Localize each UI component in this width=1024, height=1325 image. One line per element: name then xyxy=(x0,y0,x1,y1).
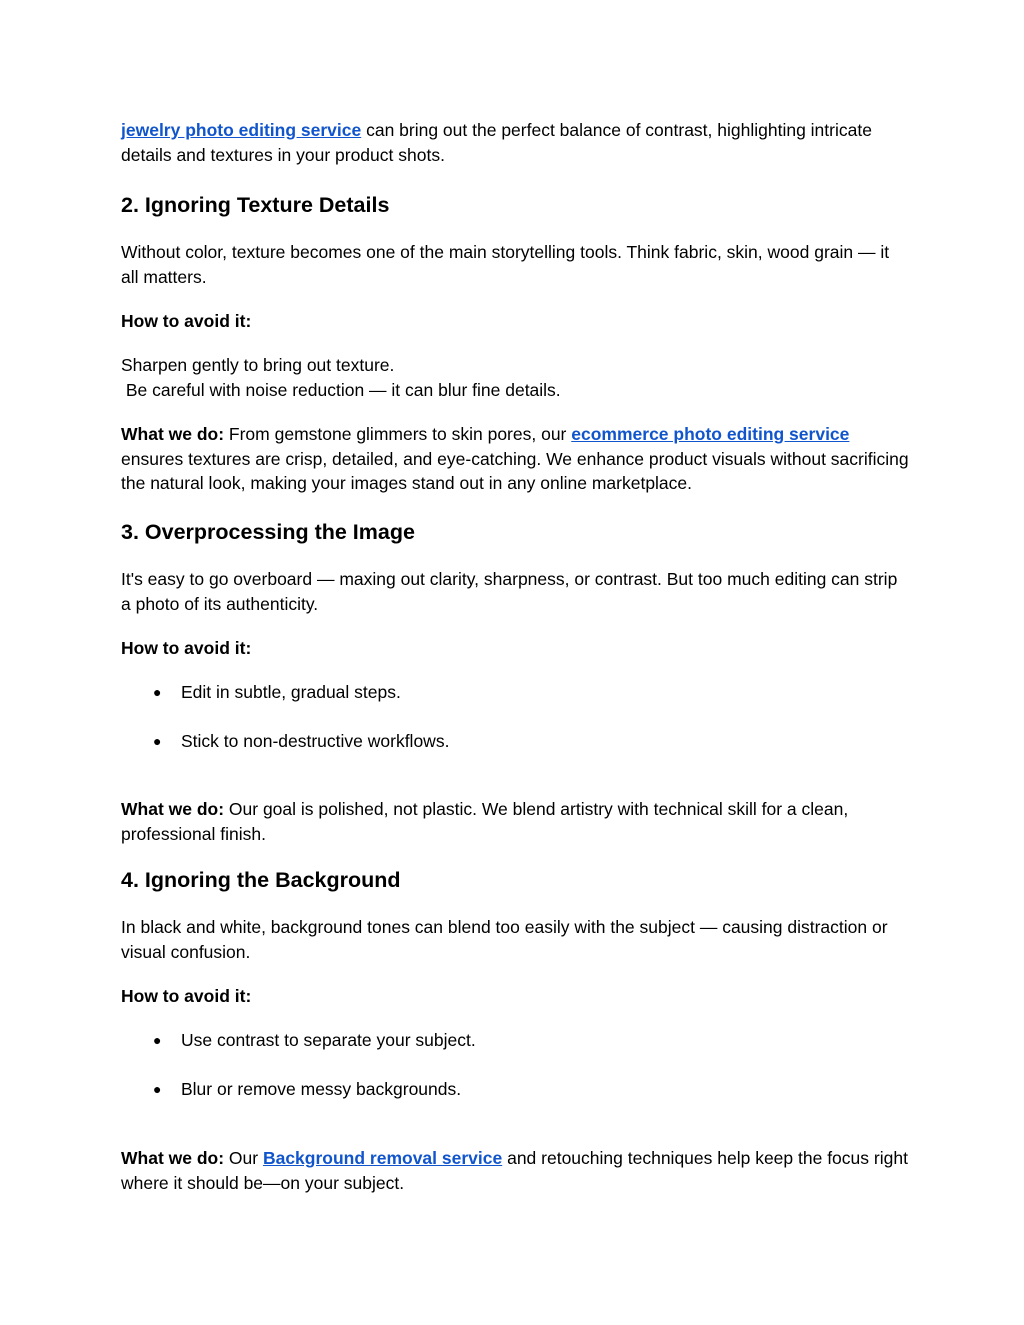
section-3-heading: 3. Overprocessing the Image xyxy=(121,520,415,544)
how-to-avoid-label: How to avoid it: xyxy=(121,311,252,331)
background-removal-link[interactable]: Background removal service xyxy=(262,1148,503,1168)
section-3-body: It's easy to go overboard — maxing out clarity, sharpness, or contrast. But too much editing can strip a photo of its authenticity. xyxy=(121,569,898,614)
list-item xyxy=(153,1028,476,1053)
how-to-avoid-label: How to avoid it: xyxy=(121,986,252,1006)
section-4-how-label xyxy=(121,984,911,1009)
what-we-do-text-post: ensures textures are crisp, detailed, and eye-catching. We enhance product visuals without sacrificing the natural look, making your images stand out in any online marketplace. xyxy=(121,448,909,493)
what-we-do-text-pre: From gemstone glimmers to skin pores, our xyxy=(224,424,572,444)
tip-sharpen: Sharpen gently to bring out texture. xyxy=(121,355,395,375)
intro-paragraph xyxy=(121,118,911,167)
section-4-body: In black and white, background tones can blend too easily with the subject — causing distraction or visual confusion. xyxy=(121,917,888,962)
list-item-text: Use contrast to separate your subject. xyxy=(181,1030,476,1050)
what-we-do-text-post: and retouching techniques help keep the focus right where it should be—on your subject. xyxy=(121,1148,908,1193)
list-item-text: Edit in subtle, gradual steps. xyxy=(181,682,401,702)
list-item-text: Blur or remove messy backgrounds. xyxy=(181,1079,462,1099)
bullet-icon: ● xyxy=(153,1081,162,1097)
tip-noise-reduction: Be careful with noise reduction — it can blur fine details. xyxy=(121,379,561,400)
section-3-what-we-do xyxy=(121,797,911,846)
list-item xyxy=(153,729,449,754)
intro-text: can bring out the perfect balance of contrast, highlighting intricate details and textures in your product shots. xyxy=(121,120,872,165)
section-2-tips xyxy=(121,353,911,402)
section-4-what-we-do xyxy=(121,1146,911,1195)
section-2-heading: 2. Ignoring Texture Details xyxy=(121,193,390,217)
list-item xyxy=(153,1077,461,1102)
list-item-text: Stick to non-destructive workflows. xyxy=(181,731,450,751)
section-3-how-label xyxy=(121,636,911,661)
section-2-how-label xyxy=(121,309,911,334)
bullet-icon: ● xyxy=(153,1032,162,1048)
jewelry-photo-editing-link[interactable]: jewelry photo editing service xyxy=(121,120,362,140)
section-4-heading: 4. Ignoring the Background xyxy=(121,868,401,892)
how-to-avoid-label: How to avoid it: xyxy=(121,638,252,658)
what-we-do-label: What we do: xyxy=(121,424,225,444)
section-2-what-we-do xyxy=(121,422,911,496)
what-we-do-text: Our goal is polished, not plastic. We blend artistry with technical skill for a clean, professional finish. xyxy=(121,799,849,844)
list-item xyxy=(153,680,401,705)
what-we-do-text-pre: Our xyxy=(224,1148,263,1168)
bullet-icon: ● xyxy=(153,684,162,700)
bullet-icon: ● xyxy=(153,733,162,749)
ecommerce-photo-editing-link[interactable]: ecommerce photo editing service xyxy=(571,424,850,444)
section-2-body: Without color, texture becomes one of the main storytelling tools. Think fabric, skin, wood grain — it all matters. xyxy=(121,242,890,287)
what-we-do-label: What we do: xyxy=(121,1148,225,1168)
what-we-do-label: What we do: xyxy=(121,799,225,819)
